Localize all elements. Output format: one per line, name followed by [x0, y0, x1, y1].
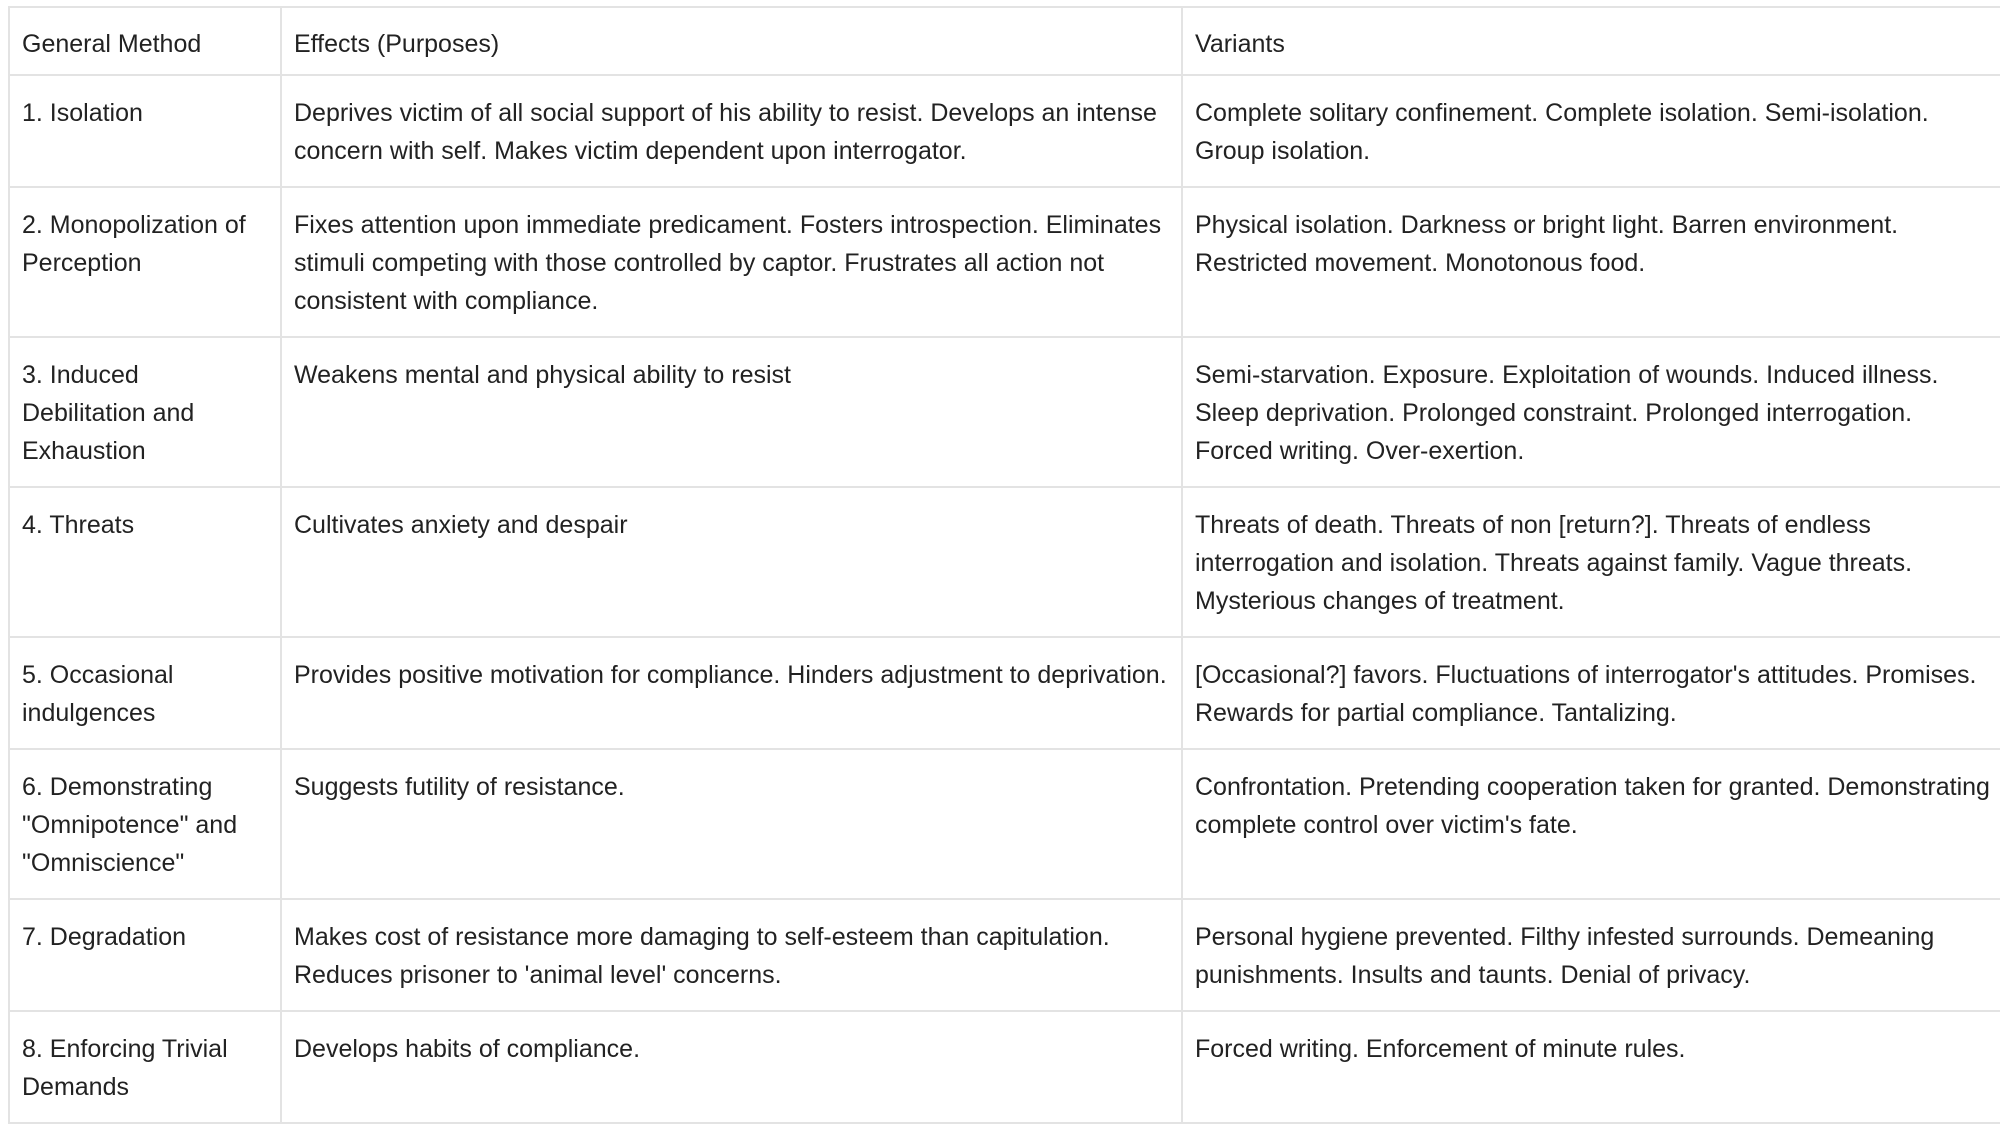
variants-cell: Forced writing. Enforcement of minute rules. [1182, 1011, 2000, 1123]
methods-table-container [8, 6, 2000, 1124]
method-cell: 4. Threats [9, 487, 281, 637]
method-cell: 7. Degradation [9, 899, 281, 1011]
table-row [9, 749, 2000, 899]
effects-cell: Cultivates anxiety and despair [281, 487, 1182, 637]
variants-cell: Complete solitary confinement. Complete isolation. Semi-isolation. Group isolation. [1182, 75, 2000, 187]
method-cell: 5. Occasional indulgences [9, 637, 281, 749]
method-cell: 8. Enforcing Trivial Demands [9, 1011, 281, 1123]
method-cell: 1. Isolation [9, 75, 281, 187]
table-row [9, 487, 2000, 637]
effects-cell: Weakens mental and physical ability to resist [281, 337, 1182, 487]
table-row [9, 337, 2000, 487]
table-row [9, 187, 2000, 337]
variants-cell: Physical isolation. Darkness or bright light. Barren environment. Restricted movement. Monotonous food. [1182, 187, 2000, 337]
effects-cell: Fixes attention upon immediate predicament. Fosters introspection. Eliminates stimuli competing with those controlled by captor. Frustrates all action not consistent with compliance. [281, 187, 1182, 337]
variants-cell: Personal hygiene prevented. Filthy infested surrounds. Demeaning punishments. Insults and taunts. Denial of privacy. [1182, 899, 2000, 1011]
variants-cell: Confrontation. Pretending cooperation taken for granted. Demonstrating complete control over victim's fate. [1182, 749, 2000, 899]
variants-cell: Semi-starvation. Exposure. Exploitation of wounds. Induced illness. Sleep deprivation. Prolonged constraint. Prolonged interrogation. Forced writing. Over-exertion. [1182, 337, 2000, 487]
table-row [9, 1011, 2000, 1123]
effects-cell: Suggests futility of resistance. [281, 749, 1182, 899]
header-general-method: General Method [9, 7, 281, 75]
variants-cell: Threats of death. Threats of non [return?]. Threats of endless interrogation and isolation. Threats against family. Vague threats. Mysterious changes of treatment. [1182, 487, 2000, 637]
table-row [9, 899, 2000, 1011]
method-cell: 3. Induced Debilitation and Exhaustion [9, 337, 281, 487]
header-variants: Variants [1182, 7, 2000, 75]
variants-cell: [Occasional?] favors. Fluctuations of interrogator's attitudes. Promises. Rewards for partial compliance. Tantalizing. [1182, 637, 2000, 749]
effects-cell: Makes cost of resistance more damaging to self-esteem than capitulation. Reduces prisoner to 'animal level' concerns. [281, 899, 1182, 1011]
effects-cell: Develops habits of compliance. [281, 1011, 1182, 1123]
coercion-methods-table [8, 6, 2000, 1124]
effects-cell: Provides positive motivation for compliance. Hinders adjustment to deprivation. [281, 637, 1182, 749]
effects-cell: Deprives victim of all social support of his ability to resist. Develops an intense concern with self. Makes victim dependent upon interrogator. [281, 75, 1182, 187]
method-cell: 6. Demonstrating "Omnipotence" and "Omniscience" [9, 749, 281, 899]
table-row [9, 637, 2000, 749]
table-row [9, 75, 2000, 187]
method-cell: 2. Monopolization of Perception [9, 187, 281, 337]
table-header-row [9, 7, 2000, 75]
header-effects: Effects (Purposes) [281, 7, 1182, 75]
